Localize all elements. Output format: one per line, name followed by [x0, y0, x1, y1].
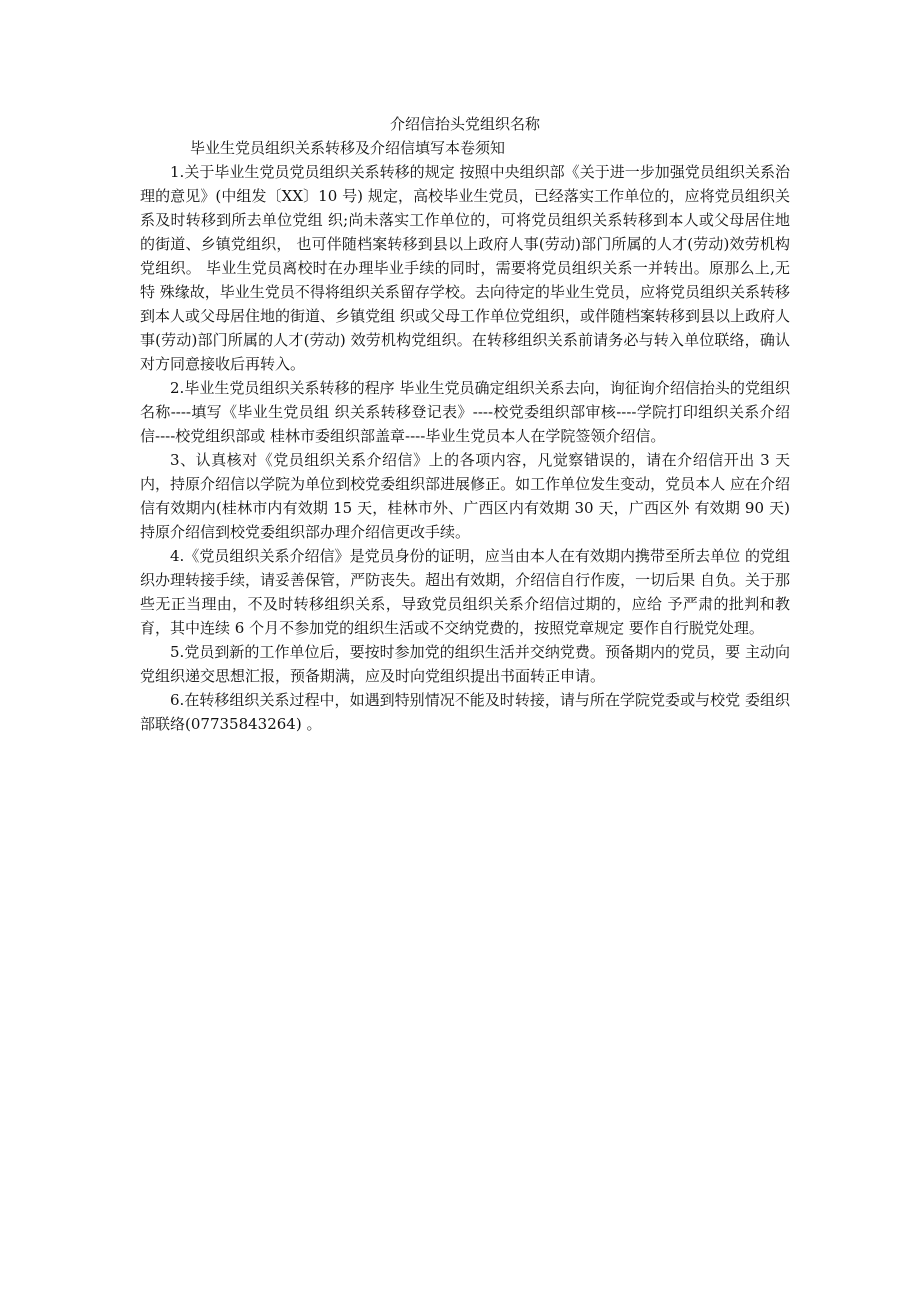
- paragraph-4: 4.《党员组织关系介绍信》是党员身份的证明，应当由本人在有效期内携带至所去单位 的党组织办理转接手续，请妥善保管，严防丧失。超出有效期，介绍信自行作废，一切后果 自负。关于那些无正当理由，不及时转移组织关系，导致党员组织关系介绍信过期的，应给 予严肃的批判和教育，其中连续 6 个月不参加党的组织生活或不交纳党费的，按照党章规定 要作自行脱党处理。: [140, 547, 790, 637]
- document-subtitle: 毕业生党员组织关系转移及介绍信填写本卷须知: [190, 139, 506, 157]
- paragraph-2: 2.毕业生党员组织关系转移的程序 毕业生党员确定组织关系去向，询征询介绍信抬头的党组织名称----填写《毕业生党员组 织关系转移登记表》----校党委组织部审核----学院打印组织关系介绍信----校党组织部或 桂林市委组织部盖章----毕业生党员本人在学院签领介绍信。: [140, 379, 790, 445]
- document-page: [140, 112, 790, 736]
- paragraph-6: 6.在转移组织关系过程中，如遇到特别情况不能及时转接，请与所在学院党委或与校党 委组织部联络(07735843264) 。: [140, 691, 790, 733]
- paragraph-1: 1.关于毕业生党员党员组织关系转移的规定 按照中央组织部《关于进一步加强党员组织关系治理的意见》(中组发〔XX〕10 号) 规定，高校毕业生党员，已经落实工作单位的，应将党员组织关系及时转移到所去单位党组 织;尚未落实工作单位的，可将党员组织关系转移到本人或父母居住地的街道、乡镇党组织， 也可伴随档案转移到县以上政府人事(劳动)部门所属的人才(劳动)效劳机构党组织。 毕业生党员离校时在办理毕业手续的同时，需要将党员组织关系一并转出。原那么上,无特 殊缘故，毕业生党员不得将组织关系留存学校。去向待定的毕业生党员，应将党员组织关系转移到本人或父母居住地的街道、乡镇党组 织或父母工作单位党组织，或伴随档案转移到县以上政府人事(劳动)部门所属的人才(劳动) 效劳机构党组织。在转移组织关系前请务必与转入单位联络，确认对方同意接收后再转入。: [140, 163, 790, 373]
- document-title: 介绍信抬头党组织名称: [389, 115, 540, 133]
- paragraph-5: 5.党员到新的工作单位后，要按时参加党的组织生活并交纳党费。预备期内的党员，要 主动向党组织递交思想汇报，预备期满，应及时向党组织提出书面转正申请。: [140, 643, 790, 685]
- paragraph-3: 3、认真核对《党员组织关系介绍信》上的各项内容，凡觉察错误的，请在介绍信开出 3 天内，持原介绍信以学院为单位到校党委组织部进展修正。如工作单位发生变动，党员本人 应在介绍信有效期内(桂林市内有效期 15 天，桂林市外、广西区内有效期 30 天，广西区外 有效期 90 天)持原介绍信到校党委组织部办理介绍信更改手续。: [140, 451, 790, 541]
